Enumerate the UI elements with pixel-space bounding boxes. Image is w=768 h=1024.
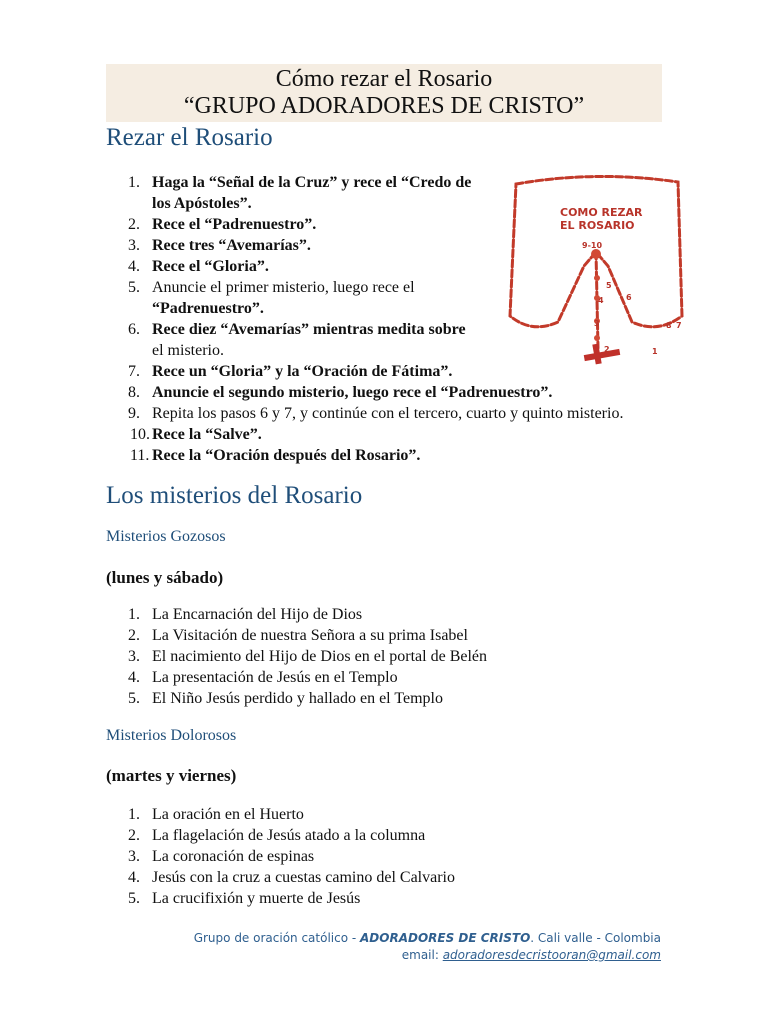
list-item: 1. La oración en el Huerto	[128, 806, 304, 823]
list-item: 1. Haga la “Señal de la Cruz” y rece el “Credo de los Apóstoles”.	[128, 174, 472, 212]
list-item: 10. Rece la “Salve”.	[130, 426, 262, 443]
days-dolorosos: (martes y viernes)	[106, 766, 237, 785]
rosary-label: 3	[594, 319, 600, 328]
list-item: 3. El nacimiento del Hijo de Dios en el portal de Belén	[128, 648, 488, 665]
rosary-label: 8	[666, 321, 672, 330]
list-item: 4. Rece el “Gloria”.	[128, 258, 269, 275]
list-item: 2. La flagelación de Jesús atado a la columna	[128, 827, 426, 844]
list-item: 8. Anuncie el segundo misterio, luego rece el “Padrenuestro”.	[128, 384, 553, 401]
document-title-box	[106, 64, 662, 122]
subheading-gozosos: Misterios Gozosos	[106, 528, 226, 545]
days-gozosos: (lunes y sábado)	[106, 568, 224, 587]
footer-group-name: ADORADORES DE CRISTO	[360, 931, 531, 945]
email-link[interactable]: adoradoresdecristooran@gmail.com	[442, 948, 661, 962]
rosary-title-line1: COMO REZAR	[560, 206, 643, 219]
list-item: 1. La Encarnación del Hijo de Dios	[128, 606, 363, 623]
footer-line1: Grupo de oración católico - ADORADORES DE CRISTO. Cali valle - Colombia	[193, 931, 661, 945]
list-item: 4. La presentación de Jesús en el Templo	[128, 669, 398, 686]
rosary-label: 4	[598, 296, 604, 305]
document-title: Cómo rezar el Rosario	[275, 66, 493, 92]
list-item: 3. Rece tres “Avemarías”.	[128, 237, 311, 254]
list-item: 2. Rece el “Padrenuestro”.	[128, 216, 317, 233]
document-subtitle: “GRUPO ADORADORES DE CRISTO”	[183, 93, 585, 119]
rosary-illustration	[498, 166, 694, 376]
list-item: 5. La crucifixión y muerte de Jesús	[128, 890, 361, 907]
list-item: 4. Jesús con la cruz a cuestas camino del Calvario	[128, 869, 455, 886]
list-item: 11. Rece la “Oración después del Rosario”.	[130, 447, 421, 464]
list-item: 3. La coronación de espinas	[128, 848, 315, 865]
list-item: 6. Rece diez “Avemarías” mientras medita sobre el misterio.	[128, 321, 466, 359]
section-heading-rezar: Rezar el Rosario	[106, 124, 273, 151]
dolorosos-list	[106, 804, 666, 909]
list-item: 5. Anuncie el primer misterio, luego rece el “Padrenuestro”.	[128, 279, 415, 317]
rosary-label: 6	[626, 293, 632, 302]
subheading-dolorosos: Misterios Dolorosos	[106, 727, 237, 744]
rosary-label-910: 9-10	[582, 241, 603, 250]
rosary-label: 7	[676, 321, 682, 330]
rosary-title-line2: EL ROSARIO	[560, 219, 635, 232]
rosary-label: 1	[652, 347, 658, 356]
footer-line2: email: adoradoresdecristooran@gmail.com	[401, 948, 661, 962]
page-footer	[194, 930, 661, 964]
rosary-label: 5	[606, 281, 612, 290]
list-item: 2. La Visitación de nuestra Señora a su prima Isabel	[128, 627, 468, 644]
section-heading-misterios: Los misterios del Rosario	[106, 482, 363, 509]
gozosos-list	[106, 604, 666, 709]
list-item: 7. Rece un “Gloria” y la “Oración de Fátima”.	[128, 363, 453, 380]
list-item: 9. Repita los pasos 6 y 7, y continúe con el tercero, cuarto y quinto misterio.	[128, 405, 624, 422]
list-item: 5. El Niño Jesús perdido y hallado en el Templo	[128, 690, 443, 707]
rosary-label: 2	[604, 345, 610, 354]
